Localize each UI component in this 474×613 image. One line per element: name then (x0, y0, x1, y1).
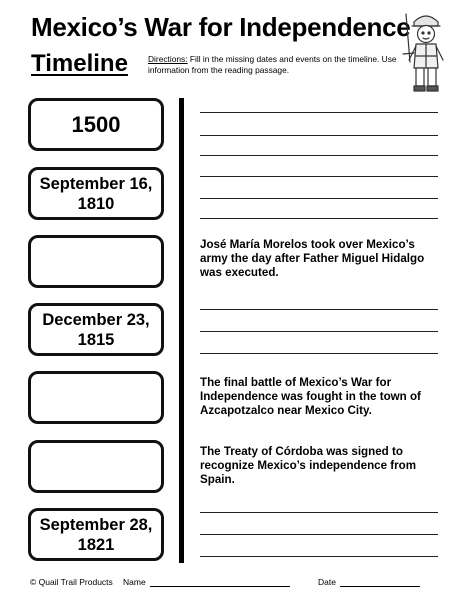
date-box-5-blank[interactable] (28, 371, 164, 424)
soldier-illustration (398, 10, 454, 94)
event-treaty: The Treaty of Córdoba was signed to recognize Mexico’s independence from Spain. (200, 445, 417, 486)
answer-line[interactable] (200, 534, 438, 535)
date-label: Date (318, 577, 336, 587)
event-morelos: José María Morelos took over Mexico’s army the day after Father Miguel Hidalgo was executed. (200, 238, 425, 279)
date-box-6-blank[interactable] (28, 440, 164, 493)
directions-text: Fill in the missing dates and events on the timeline. Use information from the reading passage. (148, 54, 397, 75)
date-box-1: 1500 (28, 98, 164, 151)
date-line[interactable] (340, 578, 420, 587)
directions-label: Directions: (148, 54, 188, 64)
date-field[interactable] (318, 577, 420, 587)
name-line[interactable] (150, 578, 290, 587)
directions (148, 54, 413, 76)
answer-line[interactable] (200, 218, 438, 219)
answer-line[interactable] (200, 176, 438, 177)
event-final-battle: The final battle of Mexico’s War for Independence was fought in the town of Azcapotzalco near Mexico City. (200, 376, 421, 417)
answer-line[interactable] (200, 112, 438, 113)
date-box-3-blank[interactable] (28, 235, 164, 288)
answer-line[interactable] (200, 353, 438, 354)
name-field[interactable] (123, 577, 290, 587)
date-box-2: September 16, 1810 (28, 167, 164, 220)
date-box-7: September 28, 1821 (28, 508, 164, 561)
answer-line[interactable] (200, 155, 438, 156)
answer-line[interactable] (200, 309, 438, 310)
worksheet-title: Mexico’s War for Independence (31, 12, 411, 42)
answer-line[interactable] (200, 331, 438, 332)
answer-line[interactable] (200, 556, 438, 557)
worksheet-subtitle: Timeline (31, 50, 128, 77)
name-label: Name (123, 577, 146, 587)
answer-line[interactable] (200, 512, 438, 513)
answer-line[interactable] (200, 198, 438, 199)
timeline-spine (179, 98, 184, 563)
copyright: © Quail Trail Products (30, 577, 113, 587)
answer-line[interactable] (200, 135, 438, 136)
date-box-4: December 23, 1815 (28, 303, 164, 356)
